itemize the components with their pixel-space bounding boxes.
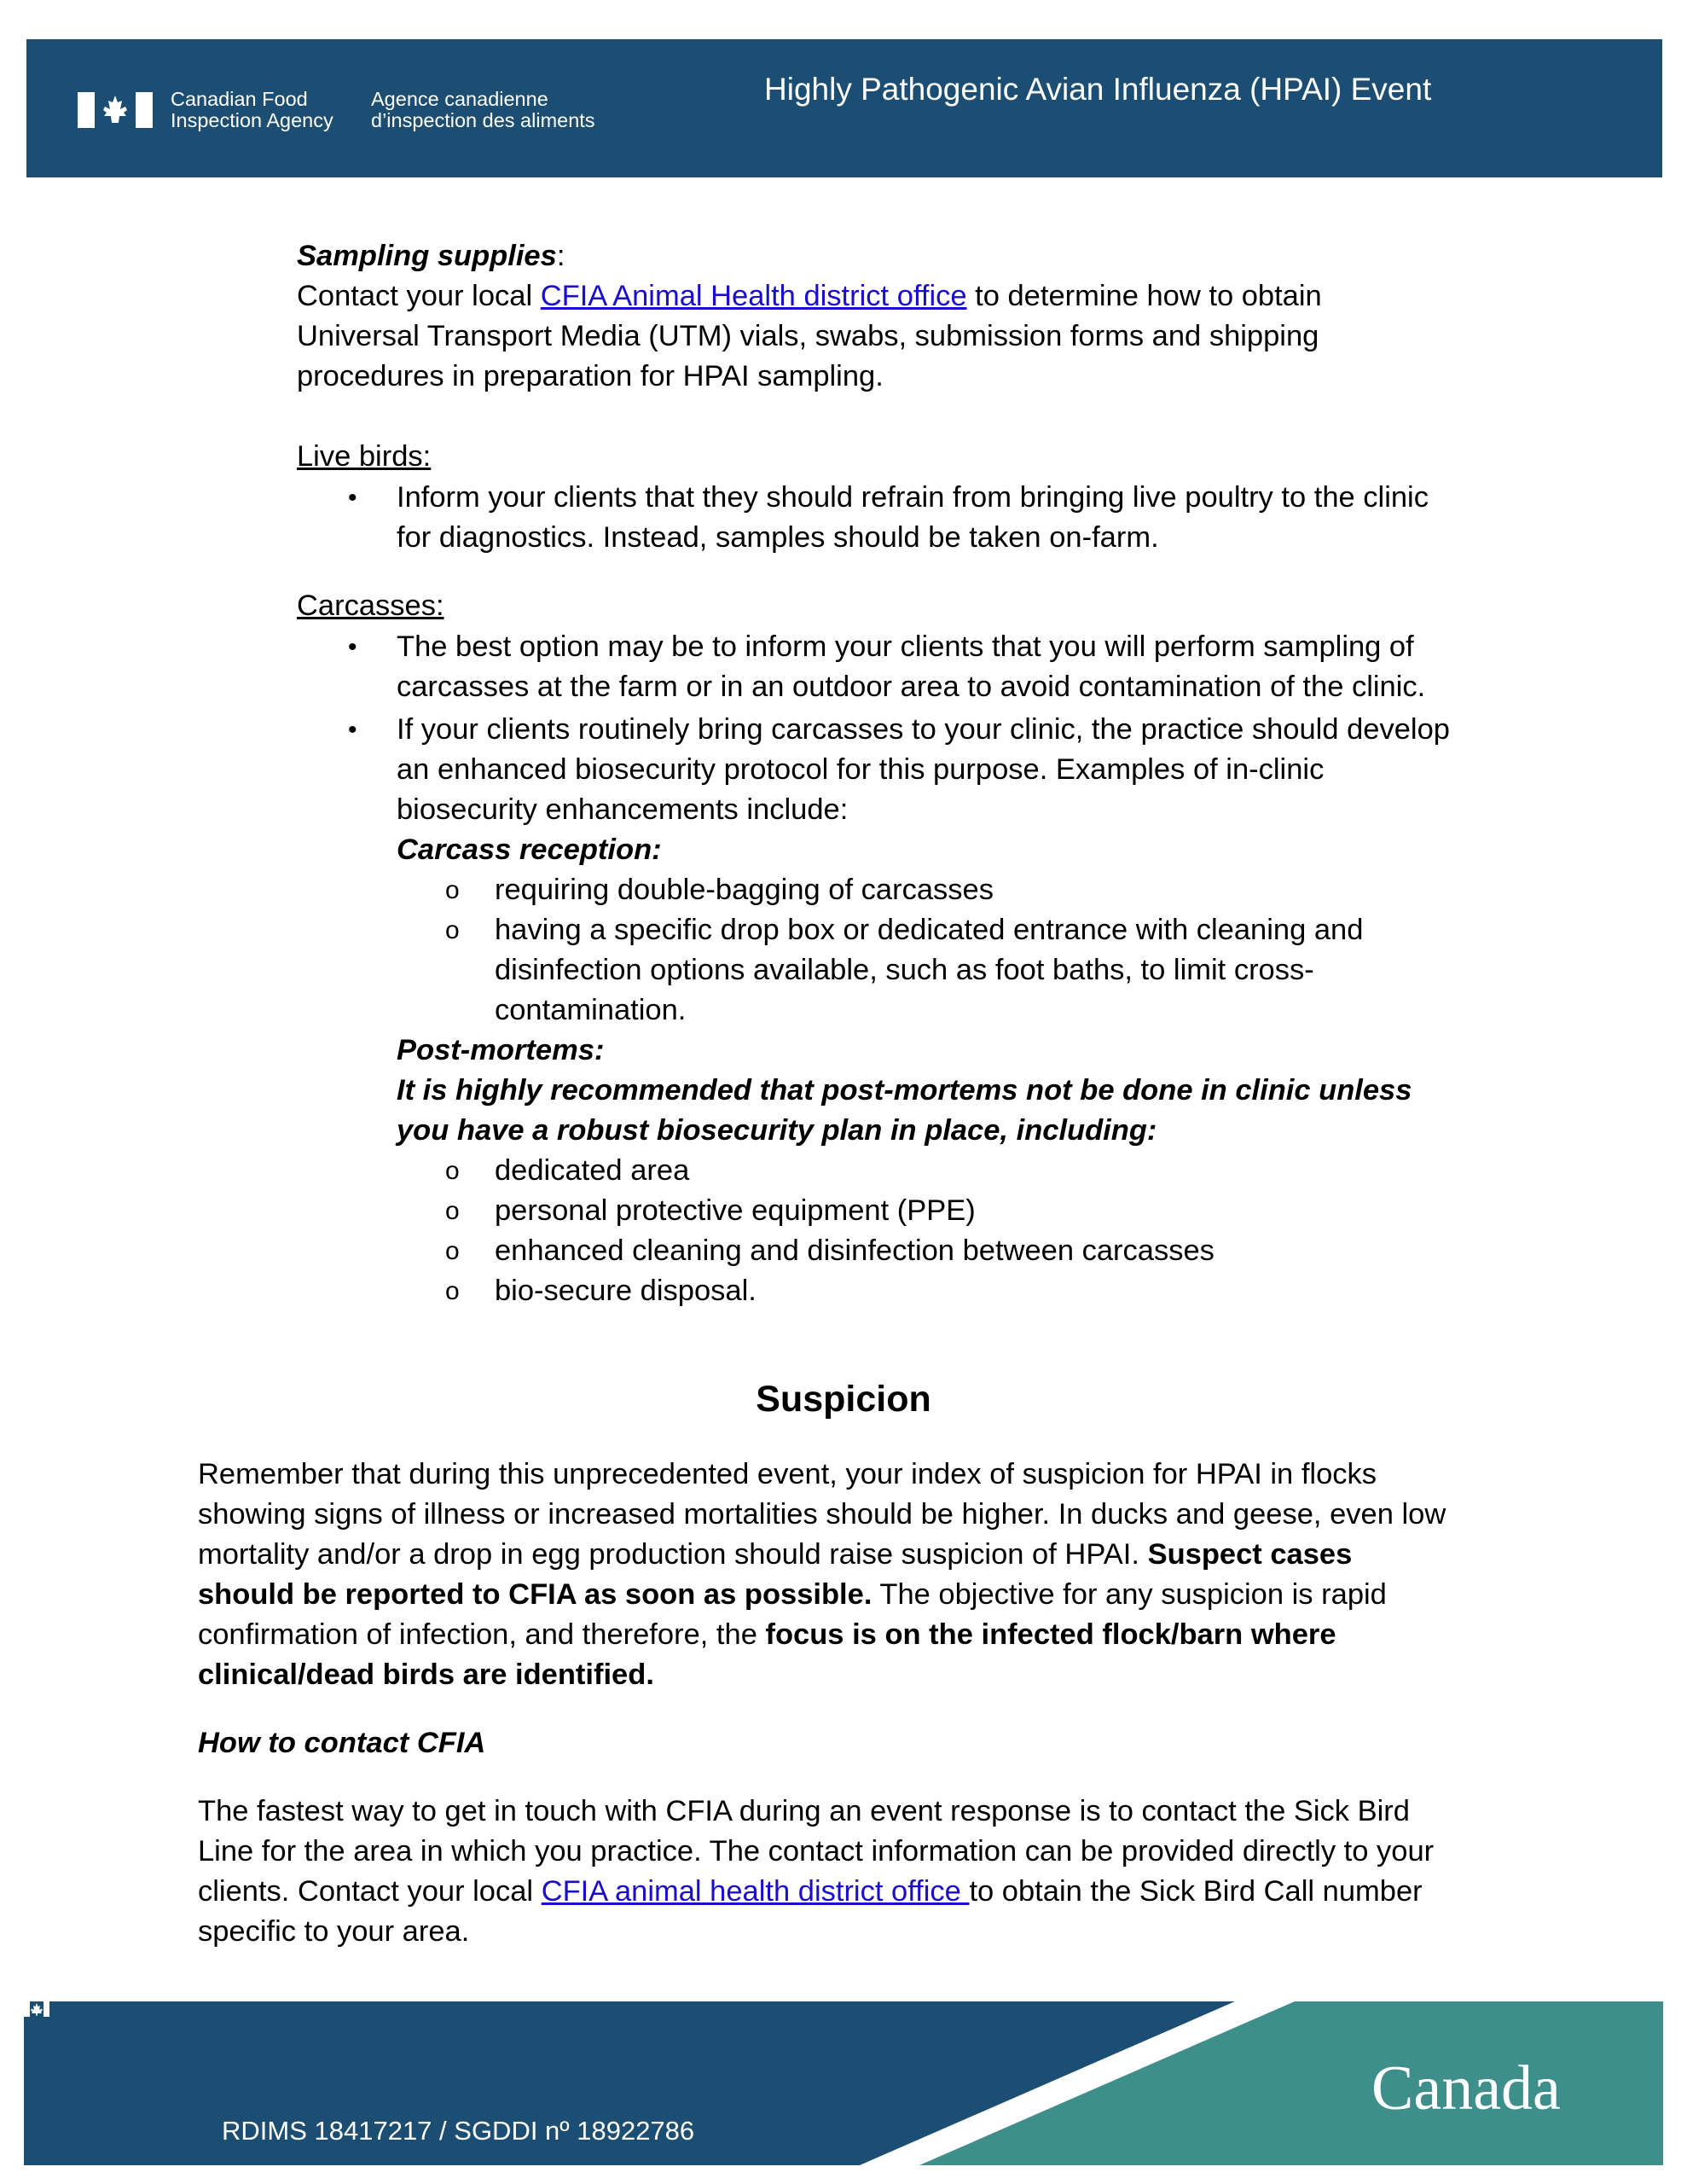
sub-bullet-icon: o	[445, 1157, 460, 1185]
suspicion-line4-normal: The objective for any suspicion is rapid	[872, 1578, 1387, 1611]
post-mortem-item-1: dedicated area	[495, 1154, 690, 1187]
carcasses-bullet1-line2: carcasses at the farm or in an outdoor area to avoid contamination of the clinic.	[397, 671, 1426, 703]
agency-en-line1: Canadian Food	[171, 88, 308, 110]
live-birds-heading: Live birds:	[297, 440, 432, 473]
suspicion-line3-normal: mortality and/or a drop in egg production should raise suspicion of HPAI.	[198, 1538, 1148, 1571]
agency-fr-line2: d’inspection des aliments	[371, 109, 595, 131]
agency-fr-line1: Agence canadienne	[371, 88, 548, 110]
bullet-icon: •	[348, 484, 357, 512]
carcasses-bullet2-line1: If your clients routinely bring carcasses to your clinic, the practice should develop	[397, 713, 1450, 746]
footer-banner	[24, 2001, 1663, 2165]
post-mortems-heading: Post-mortems:	[397, 1034, 605, 1066]
reception-item-2-line3: contamination.	[495, 994, 687, 1026]
suspicion-line-6: clinical/dead birds are identified.	[198, 1658, 654, 1691]
reception-item-2-line2: disinfection options available, such as foot baths, to limit cross-	[495, 954, 1314, 986]
canada-wordmark-flag-icon	[24, 2001, 49, 2017]
sampling-line-1	[297, 276, 1322, 317]
cfia-district-office-link-2[interactable]: CFIA animal health district office	[541, 1875, 970, 1908]
contact-line3-after: to obtain the Sick Bird Call number	[969, 1875, 1423, 1908]
sampling-line-2: Universal Transport Media (UTM) vials, swabs, submission forms and shipping	[297, 320, 1319, 352]
post-mortems-line1: It is highly recommended that post-mortems not be done in clinic unless	[397, 1074, 1412, 1107]
carcasses-bullet1-line1: The best option may be to inform your clients that you will perform sampling of	[397, 630, 1414, 663]
carcasses-bullet2-line2: an enhanced biosecurity protocol for this purpose. Examples of in-clinic	[397, 753, 1325, 786]
reception-item-2-line1: having a specific drop box or dedicated entrance with cleaning and	[495, 914, 1364, 946]
sampling-heading-colon: :	[556, 240, 565, 272]
suspicion-line-4	[198, 1575, 1387, 1615]
live-birds-bullet-line1: Inform your clients that they should refrain from bringing live poultry to the clinic	[397, 481, 1429, 514]
agency-name-english	[171, 89, 333, 131]
carcasses-heading: Carcasses:	[297, 590, 444, 622]
agency-name-french	[371, 89, 595, 131]
sub-bullet-icon: o	[445, 1197, 460, 1225]
post-mortem-item-2: personal protective equipment (PPE)	[495, 1194, 976, 1227]
agency-en-line2: Inspection Agency	[171, 109, 333, 131]
reception-item-1: requiring double-bagging of carcasses	[495, 874, 994, 906]
suspicion-line-2: showing signs of illness or increased mortalities should be higher. In ducks and geese, even low	[198, 1498, 1446, 1531]
bullet-icon: •	[348, 716, 357, 744]
contact-line-2: Line for the area in which you practice. The contact information can be provided directly to your	[198, 1835, 1435, 1867]
sampling-line1-after: to determine how to obtain	[966, 280, 1322, 312]
suspicion-line-3	[198, 1535, 1352, 1575]
contact-heading: How to contact CFIA	[198, 1727, 486, 1759]
suspicion-line5-bold: focus is on the infected flock/barn where	[765, 1618, 1336, 1651]
cfia-district-office-link[interactable]: CFIA Animal Health district office	[540, 280, 967, 312]
suspicion-heading: Suspicion	[756, 1379, 931, 1420]
suspicion-line3-bold: Suspect cases	[1147, 1538, 1353, 1571]
post-mortem-item-4: bio-secure disposal.	[495, 1275, 757, 1307]
sub-bullet-icon: o	[445, 1277, 460, 1305]
contact-line-4: specific to your area.	[198, 1915, 470, 1948]
sampling-line-3: procedures in preparation for HPAI sampling.	[297, 360, 884, 392]
canada-wordmark: Canada	[1371, 2053, 1561, 2123]
sampling-line1-before: Contact your local	[297, 280, 541, 312]
sampling-heading-text: Sampling supplies	[297, 240, 557, 272]
contact-line-3	[198, 1872, 1423, 1912]
post-mortem-item-3: enhanced cleaning and disinfection between carcasses	[495, 1234, 1215, 1267]
bullet-icon: •	[348, 633, 357, 661]
contact-line3-before: clients. Contact your local	[198, 1875, 542, 1908]
suspicion-line4-bold: should be reported to CFIA as soon as possible.	[198, 1578, 872, 1611]
sampling-heading	[297, 236, 565, 276]
suspicion-line-5	[198, 1615, 1336, 1655]
header-banner	[26, 39, 1662, 177]
carcass-reception-heading: Carcass reception:	[397, 834, 662, 866]
sub-bullet-icon: o	[445, 1237, 460, 1265]
canada-flag-icon	[78, 92, 153, 128]
carcasses-bullet2-line3: biosecurity enhancements include:	[397, 793, 849, 826]
sub-bullet-icon: o	[445, 876, 460, 904]
suspicion-line-1: Remember that during this unprecedented event, your index of suspicion for HPAI in flocks	[198, 1458, 1377, 1490]
sub-bullet-icon: o	[445, 916, 460, 944]
document-title: Highly Pathogenic Avian Influenza (HPAI) Event	[764, 72, 1432, 107]
live-birds-bullet-line2: for diagnostics. Instead, samples should be taken on-farm.	[397, 521, 1159, 554]
post-mortems-line2: you have a robust biosecurity plan in place, including:	[397, 1114, 1157, 1147]
rdims-reference: RDIMS 18417217 / SGDDI nº 18922786	[222, 2116, 695, 2146]
contact-line-1: The fastest way to get in touch with CFIA during an event response is to contact the Sick Bird	[198, 1795, 1410, 1827]
suspicion-line5-normal: confirmation of infection, and therefore, the	[198, 1618, 766, 1651]
